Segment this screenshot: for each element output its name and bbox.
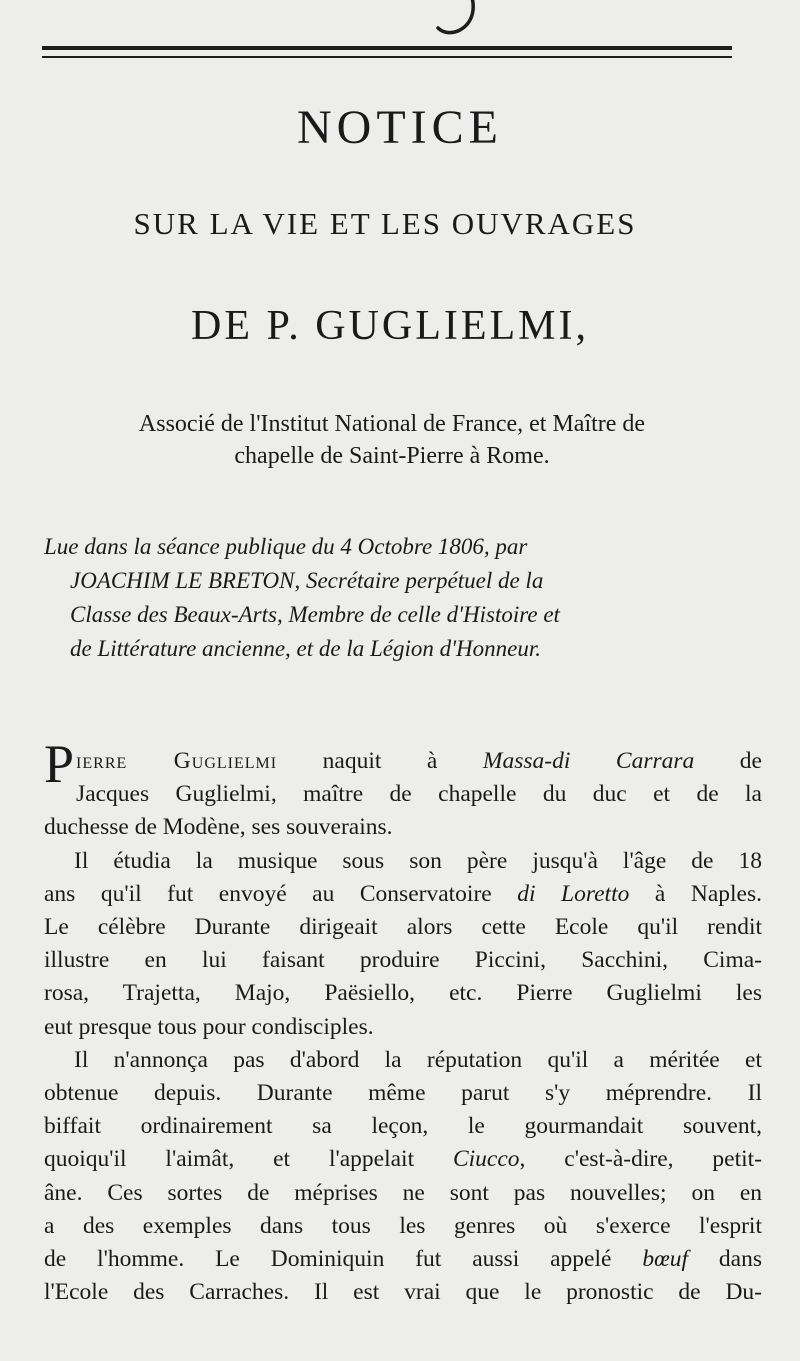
paragraph-3-line-1: Il n'annonça pas d'abord la réputation qu'il a méritée et [74, 1046, 762, 1073]
paragraph-3-line-3: biffait ordinairement sa leçon, le gourmandait souvent, [44, 1113, 762, 1140]
paragraph-3-line-6: a des exemples dans tous les genres où s'exerce l'esprit [44, 1212, 762, 1239]
paragraph-1-line-1 [44, 734, 762, 794]
paragraph-2-line-3: Le célèbre Durante dirigeait alors cette Ecole qu'il rendit [44, 914, 762, 941]
body-text [44, 734, 763, 1309]
paragraph-2-line-1: Il étudia la musique sous son père jusqu'à l'âge de 18 [74, 847, 762, 874]
reading-line-2: JOACHIM LE BRETON, Secrétaire perpétuel de la [70, 568, 544, 593]
paragraph-2-line-4: illustre en lui faisant produire Piccini, Sacchini, Cima- [44, 947, 762, 974]
reading-line-3: Classe des Beaux-Arts, Membre de celle d'Histoire et [70, 602, 560, 627]
paragraph-2-line-5: rosa, Trajetta, Majo, Paësiello, etc. Pierre Guglielmi les [44, 980, 762, 1007]
text-run: , c'est-à-dire, petit- [519, 1146, 763, 1173]
text-run: naquit à [277, 748, 483, 774]
text-run: dans [688, 1246, 762, 1273]
reading-note [44, 530, 764, 666]
reading-line-1: Lue dans la séance publique du 4 Octobre 1806, par [44, 534, 528, 559]
associate-line-2: chapelle de Saint-Pierre à Rome. [234, 443, 550, 469]
subject-name: ierre Guglielmi [76, 748, 278, 774]
text-run: de [694, 748, 762, 774]
nickname: bœuf [642, 1246, 689, 1273]
associate-line-1: Associé de l'Institut National de France, et Maître de [138, 411, 646, 437]
place-name: Massa-di Carrara [482, 748, 695, 774]
text-run: de l'homme. Le Dominiquin fut aussi appelé [44, 1246, 643, 1273]
text-run: ans qu'il fut envoyé au Conservatoire [44, 880, 518, 907]
paragraph-1-line-3: duchesse de Modène, ses souverains. [44, 814, 393, 841]
paragraph-3-line-8: l'Ecole des Carraches. Il est vrai que le pronostic de Du- [44, 1279, 762, 1306]
paragraph-3-line-2: obtenue depuis. Durante même parut s'y méprendre. Il [44, 1080, 762, 1107]
text-run: à Naples. [629, 880, 762, 907]
header-rule-thin [42, 56, 732, 58]
page-title: NOTICE [297, 101, 503, 154]
paragraph-3-line-5: âne. Ces sortes de méprises ne sont pas nouvelles; on en [44, 1179, 762, 1206]
header-rule-thick [42, 46, 732, 50]
paragraph-3-line-7 [44, 1243, 762, 1276]
page-number-fragment [436, 0, 482, 44]
paragraph-3-line-4 [44, 1143, 762, 1176]
paragraph-2-line-2 [44, 878, 762, 911]
paragraph-2-line-6: eut presque tous pour condisciples. [44, 1013, 374, 1040]
paragraph-1-line-2: Jacques Guglielmi, maître de chapelle du duc et de la [76, 781, 762, 808]
associate-description [42, 408, 742, 472]
nickname: Ciucco [452, 1146, 520, 1173]
text-run: quoiqu'il l'aimât, et l'appelait [44, 1146, 453, 1173]
subtitle-line-1: SUR LA VIE ET LES OUVRAGES [133, 206, 637, 241]
conservatory-name: di Loretto [517, 880, 630, 907]
subtitle-line-2: DE P. GUGLIELMI, [191, 303, 589, 349]
reading-line-4: de Littérature ancienne, et de la Légion d'Honneur. [70, 636, 542, 661]
drop-cap: P [44, 734, 75, 794]
